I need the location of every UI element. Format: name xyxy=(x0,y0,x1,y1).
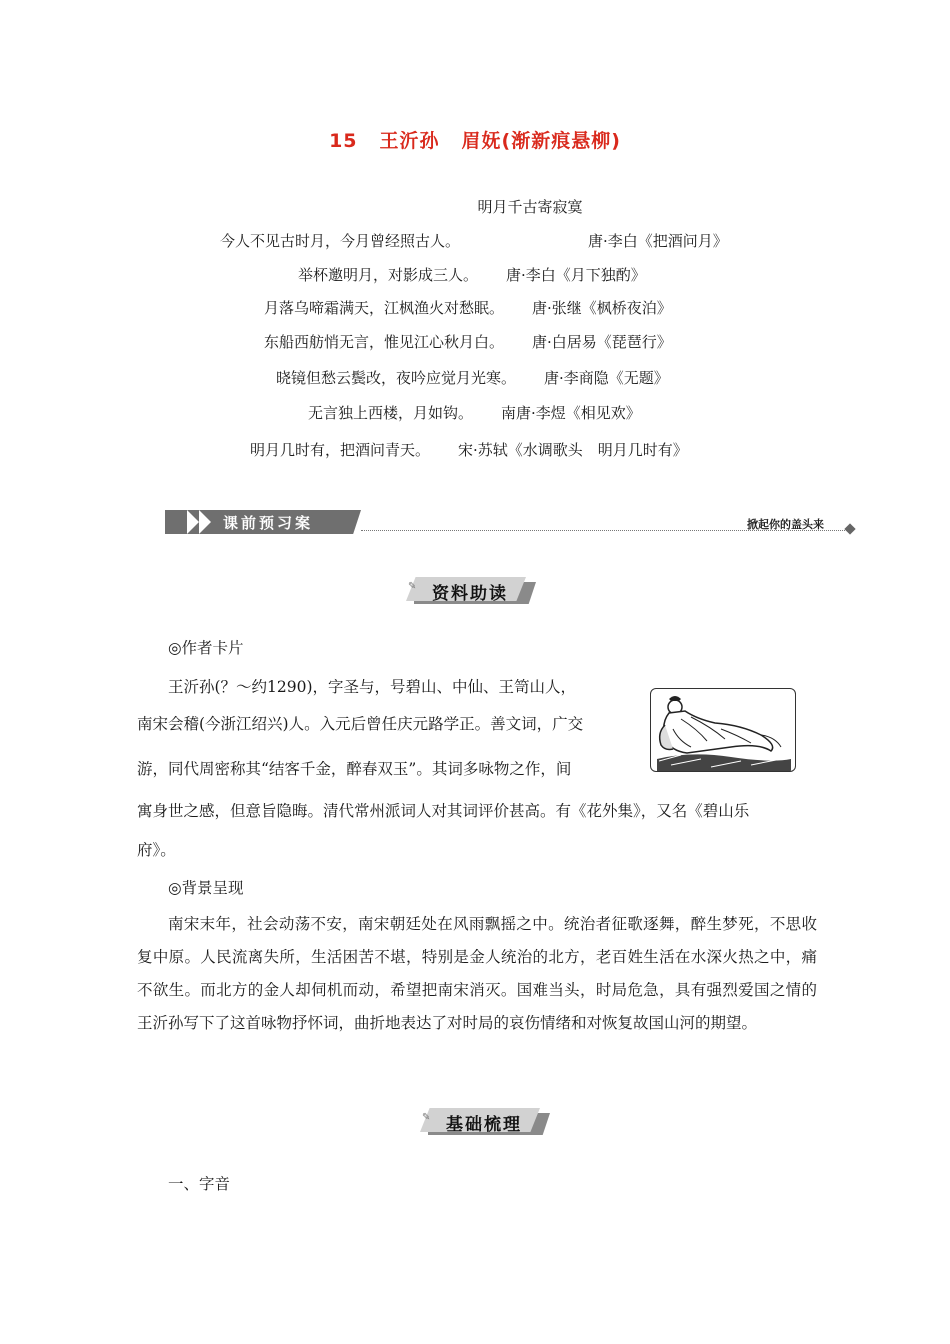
paragraph-line: 王沂孙(？～约1290)，字圣与，号碧山、中仙、王笥山人， xyxy=(168,678,577,696)
poet-portrait xyxy=(650,688,796,772)
poem-quote xyxy=(308,402,641,423)
poem-quote-source: 唐·李商隐《无题》 xyxy=(544,369,669,387)
paragraph-line: 府》。 xyxy=(137,841,176,859)
poem-quote xyxy=(264,331,672,352)
section-heading-badge xyxy=(420,1108,560,1136)
background-paragraph xyxy=(137,908,817,1040)
paragraph-line: 游，同代周密称其“结客千金，醉春双玉”。其词多咏物之作，间 xyxy=(137,760,572,778)
theme-heading: 明月千古寄寂寞 xyxy=(477,198,583,216)
pencil-mark-icon: ✎ xyxy=(422,1112,431,1123)
poem-quote xyxy=(298,264,646,285)
poem-quote-source: 唐·张继《枫桥夜泊》 xyxy=(532,299,672,317)
poem-quote-text: 晓镜但愁云鬓改，夜吟应觉月光寒。 xyxy=(276,369,517,387)
subsection-heading: 一、字音 xyxy=(168,1175,231,1193)
section-heading: 资料助读 xyxy=(432,584,508,604)
banner-tagline: 掀起你的盖头来 xyxy=(747,518,824,531)
poem-quote-source: 唐·李白《把酒问月》 xyxy=(588,232,728,250)
pencil-mark-icon: ✎ xyxy=(408,581,417,592)
chevron-right-icon xyxy=(187,510,199,534)
paragraph-line: 南宋会稽(今浙江绍兴)人。入元后曾任庆元路学正。善文词，广交 xyxy=(137,715,584,733)
poem-quote xyxy=(250,439,688,460)
poem-quote-text: 月落乌啼霜满天，江枫渔火对愁眠。 xyxy=(264,299,505,317)
lesson-poem-name: 眉妩(渐新痕悬柳) xyxy=(461,130,621,152)
poem-quote-source: 南唐·李煜《相见欢》 xyxy=(501,404,641,422)
section-heading-badge xyxy=(406,577,546,605)
poem-quote-source: 唐·李白《月下独酌》 xyxy=(506,266,646,284)
lesson-title xyxy=(0,126,950,153)
paragraph-line: 寓身世之感，但意旨隐晦。清代常州派词人对其词评价甚高。有《花外集》，又名《碧山乐 xyxy=(137,802,750,820)
lesson-poet: 王沂孙 xyxy=(379,130,440,152)
poem-quote-source: 唐·白居易《琵琶行》 xyxy=(532,333,672,351)
poem-quote-text: 举杯邀明月，对影成三人。 xyxy=(298,266,479,284)
poem-quote-text: 东船西舫悄无言，惟见江心秋月白。 xyxy=(264,333,505,351)
poem-quote xyxy=(264,297,672,318)
poem-quote-text: 明月几时有，把酒问青天。 xyxy=(250,441,431,459)
poem-quote xyxy=(276,367,669,388)
poem-quote-source: 宋·苏轼《水调歌头 明月几时有》 xyxy=(458,441,688,459)
background-label: ◎背景呈现 xyxy=(168,879,244,897)
lesson-number: 15 xyxy=(329,130,358,152)
section-heading: 基础梳理 xyxy=(446,1115,522,1135)
diamond-icon xyxy=(844,523,855,534)
portrait-illustration xyxy=(651,689,795,771)
background-text: 南宋末年，社会动荡不安，南宋朝廷处在风雨飘摇之中。统治者征歌逐舞，醉生梦死，不思收复中原。人民流离失所，生活困苦不堪，特别是金人统治的北方，老百姓生活在水深火热之中，痛不欲生。而北方的金人却伺机而动，希望把南宋消灭。国难当头，时局危急，具有强烈爱国之情的王沂孙写下了这首咏物抒怀词，曲折地表达了对时局的哀伤情绪和对恢复故国山河的期望。 xyxy=(137,915,817,1032)
chevron-right-icon xyxy=(199,510,211,534)
banner-label: 课前预习案 xyxy=(223,514,314,532)
poem-quote-text: 无言独上西楼，月如钩。 xyxy=(308,404,474,422)
poem-quote-text: 今人不见古时月，今月曾经照古人。 xyxy=(220,232,461,250)
author-card-label: ◎作者卡片 xyxy=(168,639,244,657)
section-banner xyxy=(165,508,865,538)
poem-quote xyxy=(220,230,728,251)
